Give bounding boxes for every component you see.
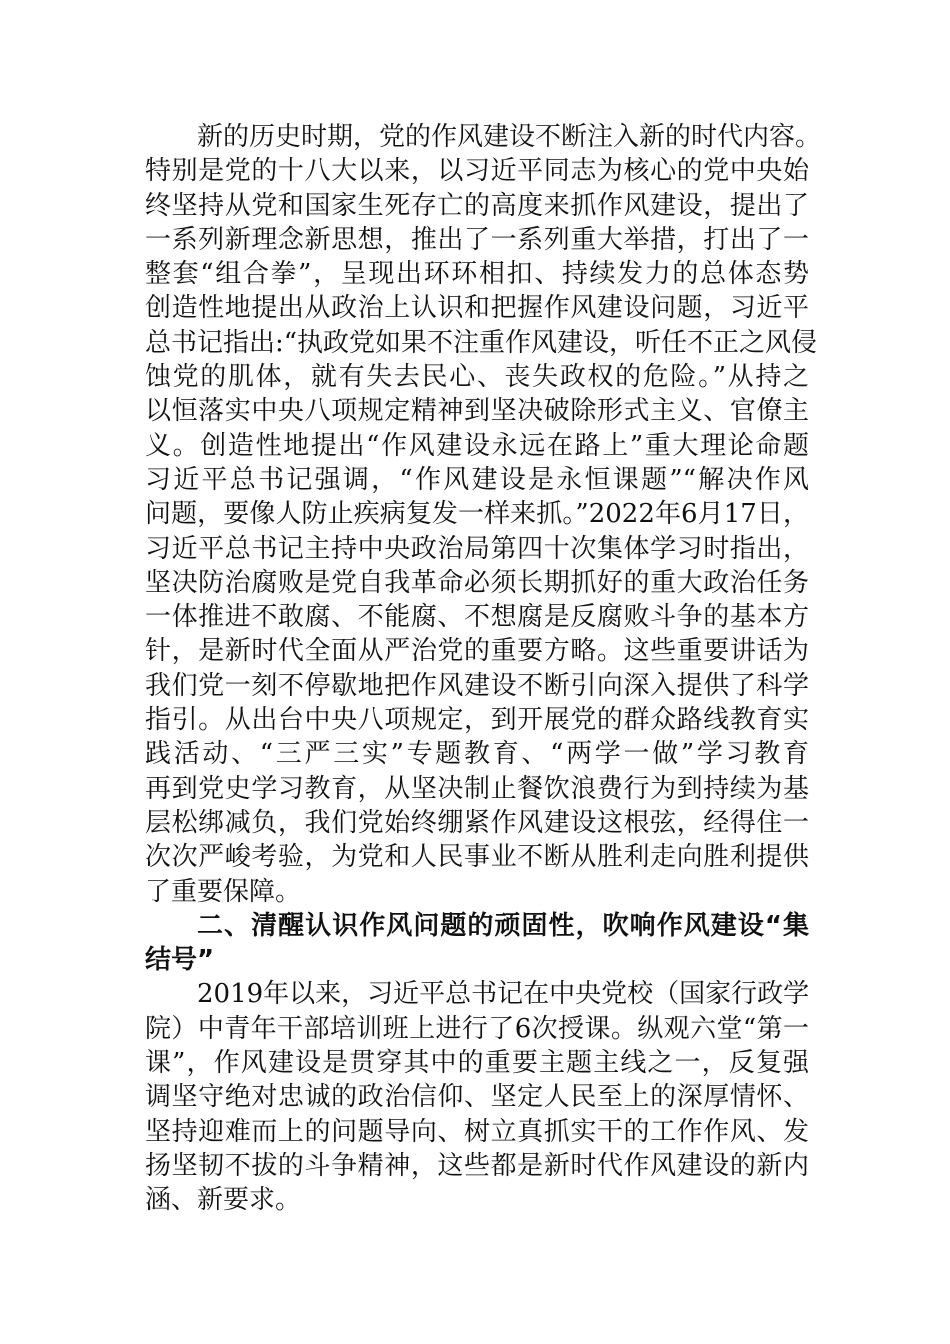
text-line: 调坚守绝对忠诚的政治信仰、坚定人民至上的深厚情怀、 [145,1082,809,1113]
text-line: 以恒落实中央八项规定精神到坚决破除形式主义、官僚主 [145,396,809,427]
text-line: 创造性地提出从政治上认识和把握作风建设问题，习近平 [145,293,809,324]
text-line: 了重要保障。 [145,876,302,907]
text-line: 课”，作风建设是贯穿其中的重要主题主线之一，反复强 [145,1048,809,1079]
text-line: 涵、新要求。 [145,1185,302,1216]
text-line: 次次严峻考验，为党和人民事业不断从胜利走向胜利提供 [145,842,809,873]
text-line: 一体推进不敢腐、不能腐、不想腐是反腐败斗争的基本方 [145,602,809,633]
text-line: 我们党一刻不停歇地把作风建设不断引向深入提供了科学 [145,670,809,701]
text-line: 2019年以来，习近平总书记在中央党校（国家行政学 [197,979,810,1010]
text-line: 指引。从出台中央八项规定，到开展党的群众路线教育实 [145,705,809,736]
document-body [145,120,822,1218]
text-line: 践活动、“三严三实”专题教育、“两学一做”学习教育 [145,739,809,770]
text-line: 院）中青年干部培训班上进行了6次授课。纵观六堂“第一 [145,1013,809,1044]
text-line: 问题，要像人防止疾病复发一样来抓。”2022年6月17日， [145,499,809,530]
text-line: 一系列新理念新思想，推出了一系列重大举措，打出了一 [145,224,809,255]
text-line: 义。创造性地提出“作风建设永远在路上”重大理论命题 [145,430,809,461]
text-line: 层松绑减负，我们党始终绷紧作风建设这根弦，经得住一 [145,807,809,838]
text-line: 蚀党的肌体，就有失去民心、丧失政权的危险。”从持之 [145,362,809,393]
text-line: 习近平总书记强调，“作风建设是永恒课题”“解决作风 [145,464,809,495]
text-line: 坚持迎难而上的问题导向、树立真抓实干的工作作风、发 [145,1116,809,1147]
text-line: 针，是新时代全面从严治党的重要方略。这些重要讲话为 [145,636,809,667]
section-heading: 结号” [145,945,215,976]
text-line: 新的历史时期，党的作风建设不断注入新的时代内容。 [197,122,822,152]
section-heading: 二、清醒认识作风问题的顽固性，吹响作风建设“集 [197,910,809,941]
text-line: 再到党史学习教育，从坚决制止餐饮浪费行为到持续为基 [145,773,809,804]
text-line: 终坚持从党和国家生死存亡的高度来抓作风建设，提出了 [145,190,809,221]
text-line: 总书记指出:“执政党如果不注重作风建设，听任不正之风侵 [145,327,818,358]
text-line: 整套“组合拳”，呈现出环环相扣、持续发力的总体态势 [145,259,809,290]
text-line: 坚决防治腐败是党自我革命必须长期抓好的重大政治任务 [145,567,809,598]
text-line: 习近平总书记主持中央政治局第四十次集体学习时指出， [145,533,809,564]
text-line: 特别是党的十八大以来，以习近平同志为核心的党中央始 [145,156,809,187]
text-line: 扬坚韧不拔的斗争精神，这些都是新时代作风建设的新内 [145,1150,809,1181]
